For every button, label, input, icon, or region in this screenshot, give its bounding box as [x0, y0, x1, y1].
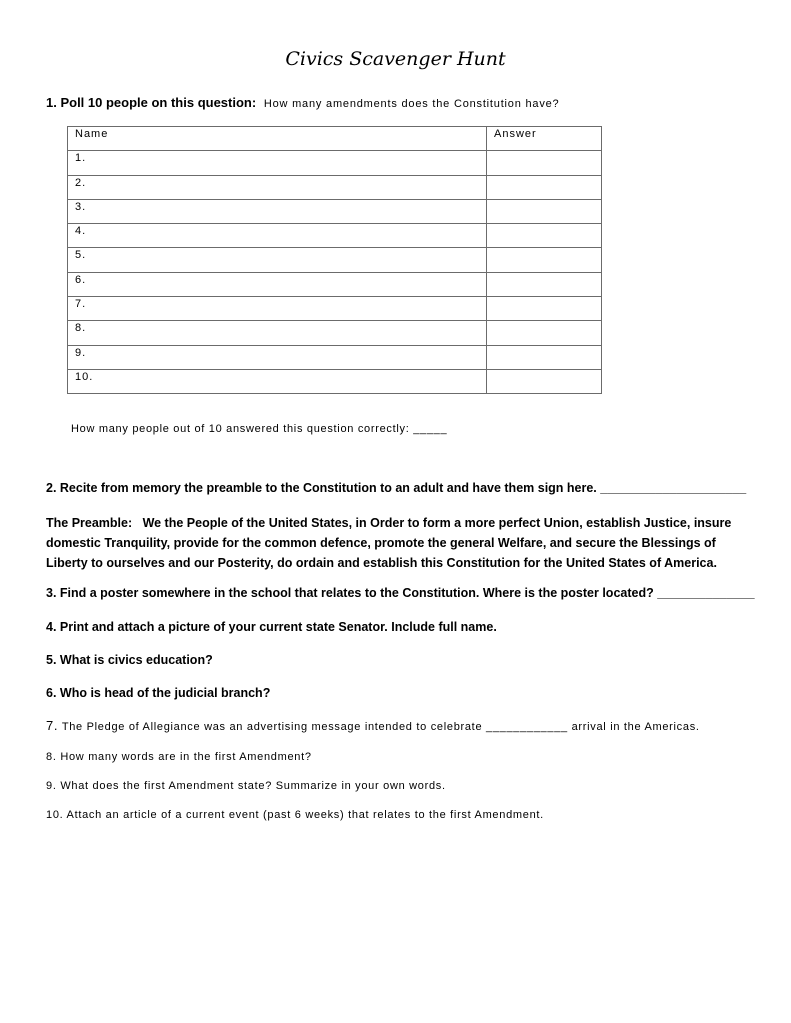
answer-cell[interactable]: [487, 345, 602, 369]
name-cell[interactable]: 8.: [68, 321, 487, 345]
question-7: [46, 718, 700, 733]
preamble-text: We the People of the United States, in Order to form a more perfect Union, establish Justice, insure domestic Tranquility, provide for the common defence, promote the general Welfare, and secure the Blessings of Liberty to ourselves and our Posterity, do ordain and establish this Constitution for the United States of America.: [46, 516, 732, 570]
table-row: [68, 199, 602, 223]
table-row: [68, 321, 602, 345]
answer-cell[interactable]: [487, 369, 602, 393]
question-6: 6. Who is head of the judicial branch?: [46, 686, 271, 700]
answer-cell[interactable]: [487, 224, 602, 248]
table-header-row: [68, 127, 602, 151]
name-cell[interactable]: 4.: [68, 224, 487, 248]
answer-cell[interactable]: [487, 175, 602, 199]
name-cell[interactable]: 5.: [68, 248, 487, 272]
question-7-number: 7.: [46, 718, 59, 733]
table-row: [68, 345, 602, 369]
question-1-lead: 1. Poll 10 people on this question:: [46, 95, 257, 110]
answer-cell[interactable]: [487, 321, 602, 345]
answer-cell[interactable]: [487, 297, 602, 321]
name-cell[interactable]: 9.: [68, 345, 487, 369]
table-row: [68, 272, 602, 296]
page-title: Civics Scavenger Hunt: [285, 48, 506, 70]
table-row: [68, 151, 602, 175]
preamble-label: The Preamble:: [46, 516, 133, 530]
name-cell[interactable]: 7.: [68, 297, 487, 321]
column-header-name: Name: [68, 127, 487, 151]
question-5: 5. What is civics education?: [46, 653, 213, 667]
question-7-text: The Pledge of Allegiance was an advertising message intended to celebrate ____________ arrival in the Americas.: [61, 721, 700, 733]
table-row: [68, 224, 602, 248]
answer-cell[interactable]: [487, 248, 602, 272]
table-row: [68, 175, 602, 199]
question-8: 8. How many words are in the first Amendment?: [46, 751, 312, 763]
answer-cell[interactable]: [487, 199, 602, 223]
table-row: [68, 369, 602, 393]
answer-cell[interactable]: [487, 151, 602, 175]
name-cell[interactable]: 3.: [68, 199, 487, 223]
name-cell[interactable]: 2.: [68, 175, 487, 199]
name-cell[interactable]: 1.: [68, 151, 487, 175]
question-3: 3. Find a poster somewhere in the school that relates to the Constitution. Where is the poster located? ______________: [46, 586, 755, 600]
answer-cell[interactable]: [487, 272, 602, 296]
question-1: [46, 95, 559, 110]
question-9: 9. What does the first Amendment state? Summarize in your own words.: [46, 780, 446, 792]
question-4: 4. Print and attach a picture of your current state Senator. Include full name.: [46, 620, 497, 634]
name-cell[interactable]: 6.: [68, 272, 487, 296]
name-cell[interactable]: 10.: [68, 369, 487, 393]
poll-table: [67, 126, 602, 394]
table-row: [68, 297, 602, 321]
correct-count-line: How many people out of 10 answered this question correctly: _____: [71, 423, 448, 435]
question-10: 10. Attach an article of a current event (past 6 weeks) that relates to the first Amendment.: [46, 809, 544, 821]
preamble-block: [46, 513, 752, 573]
question-1-text: How many amendments does the Constitution have?: [263, 98, 560, 110]
table-row: [68, 248, 602, 272]
column-header-answer: Answer: [487, 127, 602, 151]
question-2: 2. Recite from memory the preamble to the Constitution to an adult and have them sign here. _____________________: [46, 481, 747, 495]
